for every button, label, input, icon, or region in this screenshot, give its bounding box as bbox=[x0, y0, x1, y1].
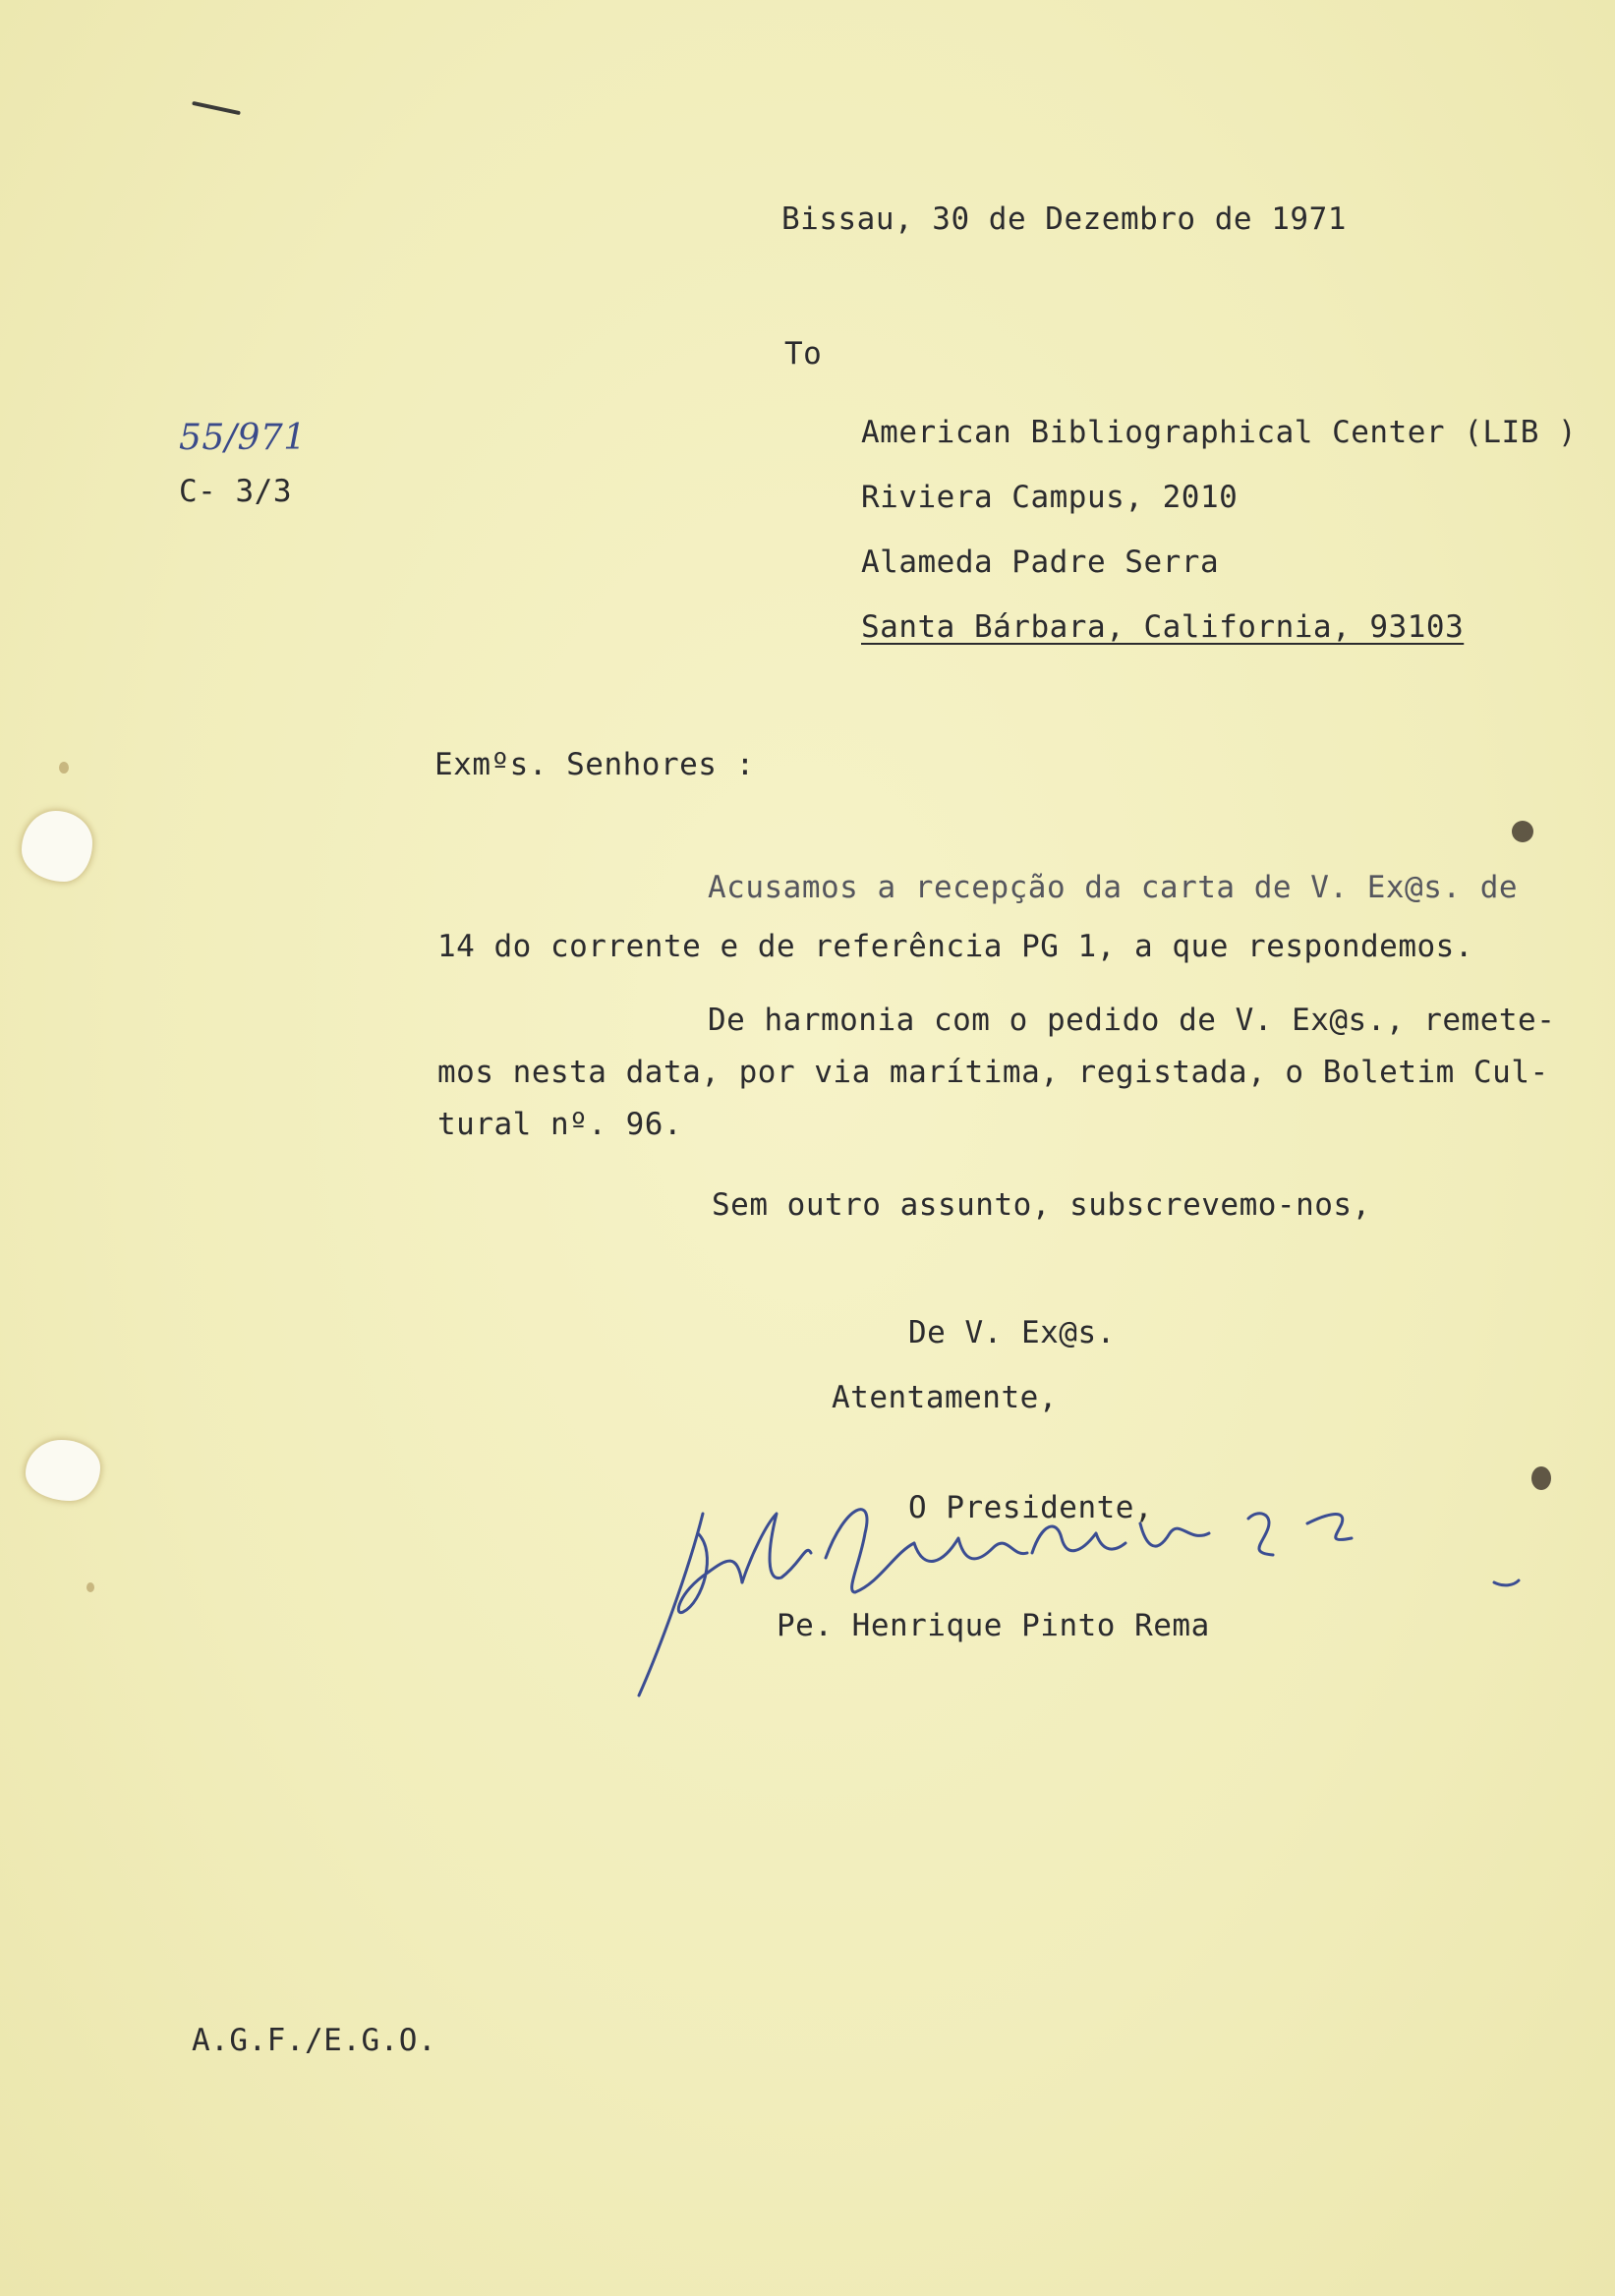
reference-number: 55/971 bbox=[179, 418, 307, 458]
punch-hole-top bbox=[22, 811, 92, 882]
body-paragraph-2-line-1: De harmonia com o pedido de V. Ex@s., remete- bbox=[708, 1003, 1556, 1038]
date-line: Bissau, 30 de Dezembro de 1971 bbox=[781, 201, 1347, 237]
recipient-line-3: Alameda Padre Serra bbox=[861, 545, 1220, 580]
body-paragraph-2-line-3: tural nº. 96. bbox=[437, 1107, 683, 1142]
punch-hole-bottom bbox=[26, 1440, 100, 1501]
signatory-title: O Presidente, bbox=[908, 1490, 1154, 1525]
handwritten-signature bbox=[619, 1464, 1553, 1720]
recipient-line-2: Riviera Campus, 2010 bbox=[861, 480, 1239, 515]
to-label: To bbox=[784, 336, 823, 372]
typist-initials: A.G.F./E.G.O. bbox=[192, 2023, 437, 2058]
stain-mark bbox=[59, 762, 69, 774]
stain-mark bbox=[1512, 821, 1533, 842]
body-paragraph-2-line-2: mos nesta data, por via marítima, registada, o Boletim Cul- bbox=[437, 1055, 1549, 1090]
salutation: Exmºs. Senhores : bbox=[434, 747, 755, 782]
recipient-line-1: American Bibliographical Center (LIB ) bbox=[861, 415, 1578, 450]
closing-line-1: De V. Ex@s. bbox=[908, 1315, 1116, 1350]
body-paragraph-1-line-2: 14 do corrente e de referência PG 1, a que respondemos. bbox=[437, 929, 1473, 964]
body-paragraph-3: Sem outro assunto, subscrevemo-nos, bbox=[712, 1187, 1371, 1223]
signatory-name: Pe. Henrique Pinto Rema bbox=[777, 1608, 1210, 1643]
stain-mark bbox=[87, 1582, 94, 1592]
reference-code: C- 3/3 bbox=[179, 474, 292, 509]
body-paragraph-1-line-1: Acusamos a recepção da carta de V. Ex@s. de bbox=[708, 870, 1519, 905]
closing-line-2: Atentamente, bbox=[832, 1380, 1058, 1415]
recipient-line-4: Santa Bárbara, California, 93103 bbox=[861, 609, 1465, 645]
pencil-mark bbox=[192, 101, 241, 115]
